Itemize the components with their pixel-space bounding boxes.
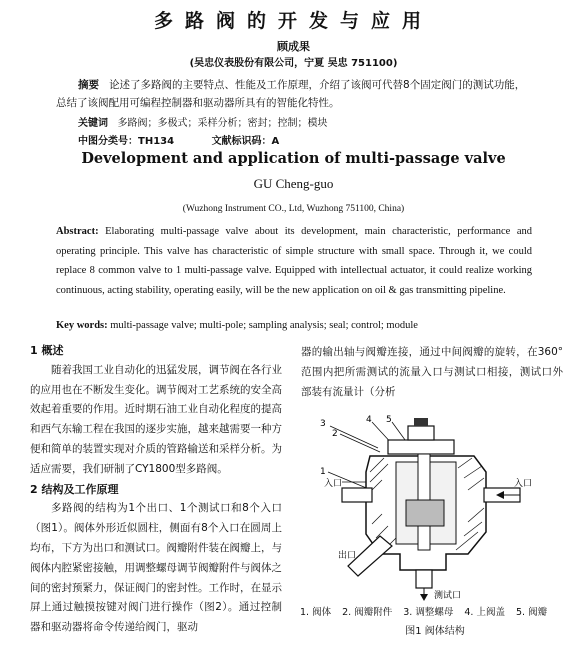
- section-1-paragraph: 随着我国工业自动化的迅猛发展，调节阀在各行业的应用也在不断发生变化。调节阀对工艺系统的安全高效起着重要的作用。近时期石油工业自动化程度的提高和西气东输工程在我国的逐步实施，越来越需要一种方便和简单的装置实现对介质的管路输送和采样分析。为适应需要，我们研制了CY1800型多路阀。: [30, 363, 282, 475]
- right-column-text: 器的输出轴与阀瓣连接，通过中间阀瓣的旋转，在360°范围内把所需测试的流量入口与测试口相接，测试口外部装有流量计（分析: [301, 346, 563, 398]
- chinese-keywords-text: 多路阀；多极式；采样分析；密封；控制；模块: [117, 118, 328, 129]
- english-abstract: [56, 222, 532, 300]
- section-2-paragraph: 多路阀的结构为1个出口、1个测试口和8个入口（图1）。阀体外形近似圆柱，侧面有8个入口在圆周上均布，下方为出口和测试口。阀瓣附件装在阀瓣上，与阀体内腔紧密接触，用调整螺母调节阀瓣附件与阀体之间的密封预紧力，保证阀门的密封性。工作时，在显示屏上通过触摸按键对阀门进行操作（图2）。通过控制器和驱动器将命令传递给阀门，驱动: [30, 502, 282, 634]
- chinese-keywords: [78, 114, 538, 129]
- english-title: Development and application of multi-passage valve: [81, 150, 506, 167]
- legend-item: 1. 阀体: [300, 607, 332, 618]
- clc-number: 中图分类号：TH134: [78, 136, 175, 147]
- english-abstract-text: Elaborating multi-passage valve about its development, main characteristic, performance and operating principle. This valve has characteristic of simple structure with small space. Through it, we could replace 8 common valve to 1 multi-passage valve. Equipped with intellectual actuator, it could realize working continuous, acting stability, operating easily, will be the new application on oil & gas transmitting pipeline.: [56, 226, 533, 296]
- figure-number-3: 3: [320, 419, 326, 429]
- figure-number-5: 5: [386, 415, 392, 425]
- figure-caption: 图1 阀体结构: [405, 626, 465, 637]
- legend-item: 4. 上阀盖: [464, 607, 505, 618]
- chinese-author: 顾成果: [277, 40, 310, 53]
- left-column: [30, 341, 282, 638]
- document-code: 文献标识码：A: [211, 136, 280, 147]
- figure-legend: [300, 604, 570, 618]
- section-2-heading: 2 结构及工作原理: [30, 482, 119, 496]
- english-affiliation: (Wuzhong Instrument CO., Ltd, Wuzhong 751100, China): [182, 204, 405, 214]
- figure-number-1: 1: [320, 467, 326, 477]
- chinese-affiliation: (吴忠仪表股份有限公司，宁夏 吴忠 751100): [189, 58, 398, 69]
- english-keywords-text: multi-passage valve; multi-pole; sampling analysis; seal; control; module: [110, 320, 418, 331]
- chinese-abstract-text: 论述了多路阀的主要特点、性能及工作原理，介绍了该阀可代替8个固定阀门的测试功能，总结了该阀配用可编程控制器和驱动器所具有的智能化特性。: [56, 79, 526, 109]
- figure-number-4: 4: [366, 415, 372, 425]
- legend-item: 5. 阀瓣: [516, 607, 548, 618]
- classification-line: [78, 132, 538, 147]
- legend-item: 2. 阀瓣附件: [342, 607, 393, 618]
- legend-item: 3. 调整螺母: [403, 607, 454, 618]
- outlet-label: 出口: [338, 551, 357, 561]
- inlet-label: 入口: [324, 479, 343, 489]
- chinese-title: 多路阀的开发与应用: [153, 10, 433, 32]
- english-author: GU Cheng-guo: [253, 176, 334, 191]
- section-1-heading: 1 概述: [30, 344, 64, 357]
- test-port-label: 测试口: [434, 591, 462, 601]
- chinese-abstract-label: 摘要: [78, 79, 99, 91]
- chinese-abstract: [56, 76, 534, 112]
- valve-structure-figure: [318, 412, 548, 602]
- english-keywords-label: Key words:: [56, 320, 108, 331]
- inlet-label-right: 入口: [514, 479, 533, 489]
- figure-number-2: 2: [332, 429, 338, 439]
- chinese-keywords-label: 关键词: [78, 118, 108, 129]
- english-keywords: [56, 320, 536, 331]
- english-abstract-label: Abstract:: [56, 226, 99, 237]
